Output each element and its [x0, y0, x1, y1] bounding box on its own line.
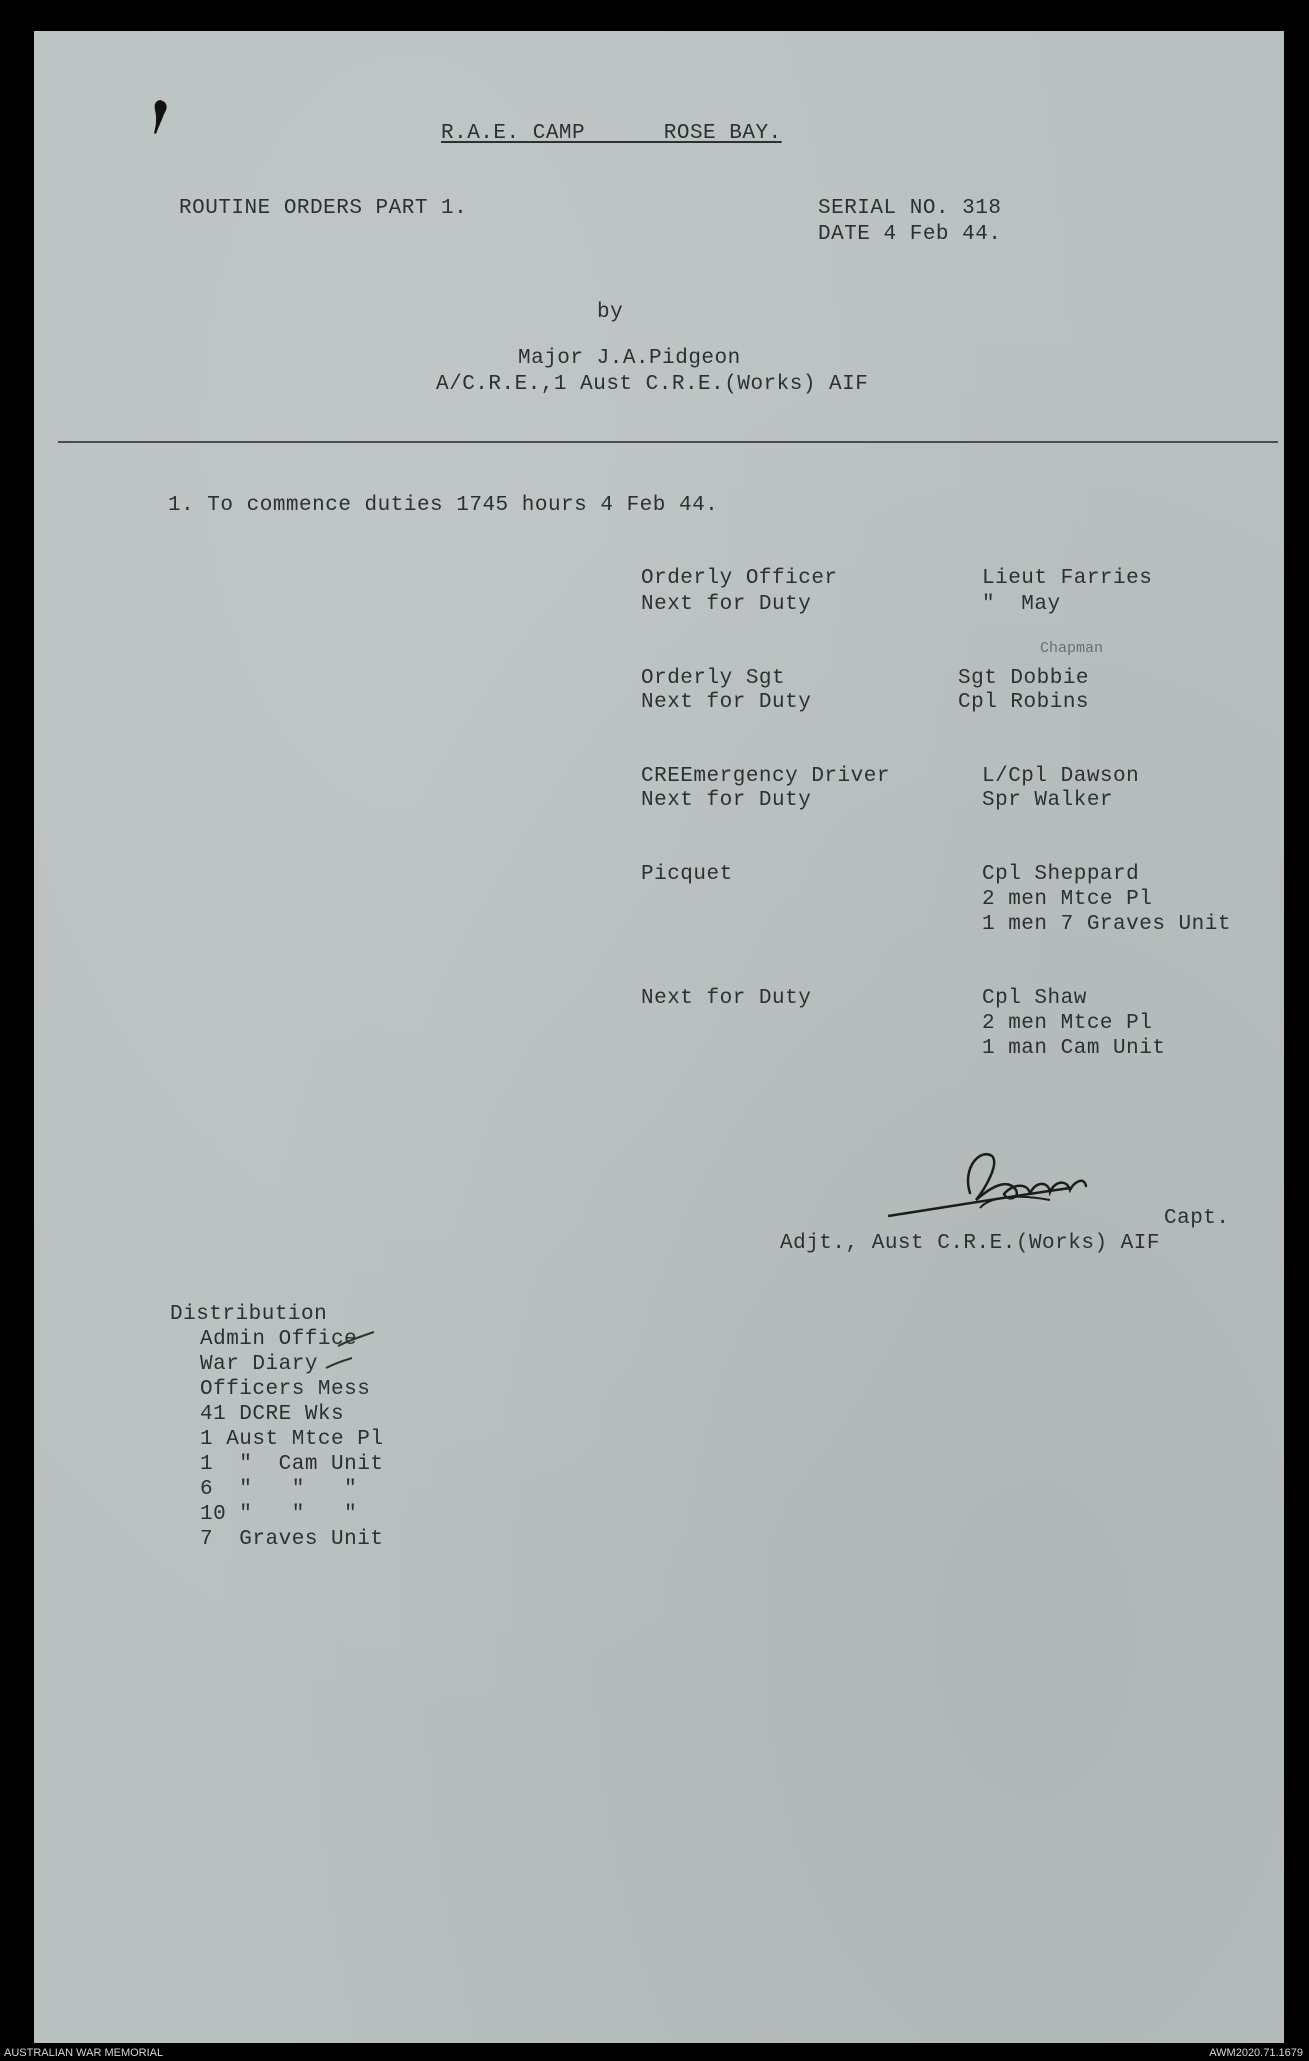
distribution-line: War Diary	[200, 1353, 318, 1376]
distribution-line: 6 " " "	[200, 1478, 358, 1501]
duty-name: Sgt Dobbie	[958, 667, 1090, 690]
pencil-check-mark	[324, 1356, 354, 1372]
duty-role: Next for Duty	[641, 593, 812, 616]
duty-name: Lieut Farries	[982, 567, 1153, 590]
distribution-line: 1 " Cam Unit	[200, 1453, 384, 1476]
duty-name: 2 men Mtce Pl	[982, 1012, 1153, 1035]
serial-number: SERIAL NO. 318	[818, 197, 1002, 220]
handwritten-note: Chapman	[1040, 640, 1104, 657]
distribution-heading: Distribution	[170, 1303, 328, 1326]
camp-title: R.A.E. CAMP ROSE BAY.	[441, 122, 782, 145]
duty-role: Next for Duty	[641, 691, 812, 714]
duty-name: 1 men 7 Graves Unit	[982, 913, 1231, 936]
officer-unit: A/C.R.E.,1 Aust C.R.E.(Works) AIF	[436, 373, 869, 396]
divider-line	[58, 441, 1278, 443]
duty-role: Picquet	[641, 863, 733, 886]
handwritten-signature	[880, 1138, 1140, 1228]
duty-name: " May	[982, 593, 1061, 616]
by-label: by	[597, 301, 624, 324]
signatory-rank: Capt.	[1164, 1207, 1230, 1230]
distribution-line: 10 " " "	[200, 1503, 358, 1526]
duty-name: L/Cpl Dawson	[982, 765, 1140, 788]
duty-role: Next for Duty	[641, 789, 812, 812]
duty-role: CREEmergency Driver	[641, 765, 890, 788]
duty-name: 2 men Mtce Pl	[982, 888, 1153, 911]
signatory-title: Adjt., Aust C.R.E.(Works) AIF	[780, 1232, 1160, 1255]
duty-role: Next for Duty	[641, 987, 812, 1010]
distribution-line: Admin Office	[200, 1328, 358, 1351]
distribution-line: Officers Mess	[200, 1378, 371, 1401]
pen-tick-mark	[152, 100, 170, 136]
order-date: DATE 4 Feb 44.	[818, 223, 1002, 246]
distribution-line: 7 Graves Unit	[200, 1528, 384, 1551]
duty-name: Spr Walker	[982, 789, 1114, 812]
duty-name: Cpl Robins	[958, 691, 1090, 714]
duty-name: Cpl Sheppard	[982, 863, 1140, 886]
duty-name: 1 man Cam Unit	[982, 1037, 1166, 1060]
officer-name: Major J.A.Pidgeon	[518, 347, 741, 370]
distribution-line: 41 DCRE Wks	[200, 1403, 345, 1426]
duty-role: Orderly Officer	[641, 567, 838, 590]
archive-reference: AWM2020.71.1679	[1209, 2047, 1303, 2059]
duty-role: Orderly Sgt	[641, 667, 786, 690]
archive-credit: AUSTRALIAN WAR MEMORIAL	[4, 2047, 164, 2059]
duty-name: Cpl Shaw	[982, 987, 1087, 1010]
item-1-text: 1. To commence duties 1745 hours 4 Feb 44.	[168, 494, 719, 517]
pencil-check-mark	[336, 1330, 376, 1350]
routine-orders-heading: ROUTINE ORDERS PART 1.	[179, 197, 468, 220]
distribution-line: 1 Aust Mtce Pl	[200, 1428, 384, 1451]
